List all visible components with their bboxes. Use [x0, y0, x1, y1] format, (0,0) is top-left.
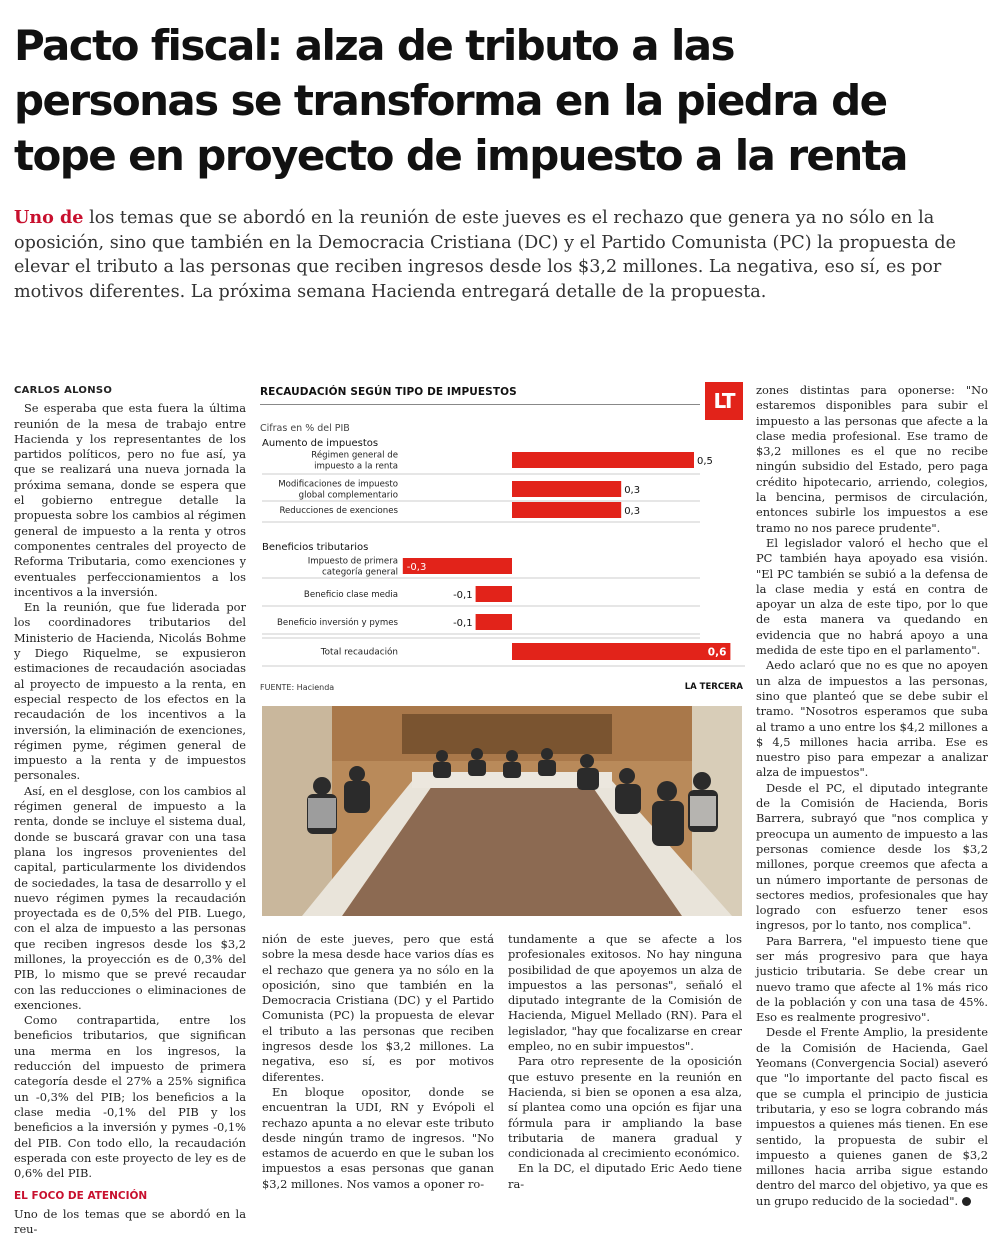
chart-plot — [260, 380, 745, 680]
lead-kicker: Uno de — [14, 207, 84, 228]
chart-category-label: Beneficio clase media — [303, 590, 398, 600]
article-column-3 — [508, 932, 742, 1192]
chart-bar — [476, 586, 512, 602]
col1-paragraph-4: Como contrapartida, entre los beneficios tributarios, que significan una merma en los ingresos, la reducción del impuesto de primera categoría desde el 27% a 25% significa un -0,3% del PIB; los beneficios a la clase media -0,1% del PIB y los beneficios a la inversión y pymes -0,1% del PIB. Con todo ello, la recaudación esperada con este proyecto de ley es de 0,6% del PIB. — [14, 1013, 246, 1181]
col1-paragraph-2: En la reunión, que fue liderada por los coordinadores tributarios del Ministerio de Hacienda, Nicolás Bohme y Diego Riquelme, se expusieron estimaciones de recaudación asociadas al proyecto de impuesto a la renta, en especial respecto de los efectos en la recaudación de los incentivos a la inversión, la eliminación de exenciones, régimen pyme, régimen general de impuesto a la renta y de impuestos personales. — [14, 600, 246, 783]
chart-brand: LA TERCERA — [684, 682, 743, 692]
chart-category-label: impuesto a la renta — [314, 461, 398, 472]
col4-paragraph-5: Para Barrera, "el impuesto tiene que ser más progresivo para que haya justicio tributaria. Se debe crear un nuevo tramo que afecte al 1% más rico de la población y con una tasa de 45%. Eso es realmente progresivo". — [756, 933, 988, 1025]
revenue-chart — [260, 380, 745, 700]
chart-data-label: -0,3 — [406, 562, 427, 573]
chart-category-label: Reducciones de exenciones — [279, 506, 398, 516]
chart-source: FUENTE: Hacienda — [260, 683, 335, 692]
chart-category-label: Modificaciones de impuesto — [278, 479, 398, 490]
chart-data-label: 0,3 — [624, 485, 641, 496]
chart-subtitle: Cifras en % del PIB — [260, 423, 350, 434]
col4-paragraph-6 — [756, 1025, 988, 1209]
chart-data-label: -0,1 — [453, 590, 473, 601]
chart-bar — [512, 452, 694, 468]
chart-data-label: 0,3 — [624, 506, 641, 517]
col2-paragraph-1: nión de este jueves, pero que está sobre la mesa desde hace varios días es el rechazo que genera ya no sólo en la oposición, sino que también en la Democracia Cristiana (DC) y el Partido Comunista (PC) la propuesta de elevar el tributo a las personas que reciben ingresos desde los $3,2 millones. La negativa, eso sí, es por motivos diferentes. — [262, 932, 494, 1084]
col3-paragraph-1: tundamente a que se afecte a los profesionales exitosos. No hay ninguna posibilidad de que apoyemos un alza de impuestos a las personas", señaló el diputado integrante de la Comisión de Hacienda, Miguel Mellado (RN). Para el legislador, "hay que focalizarse en crear empleo, no en subir impuestos". — [508, 932, 742, 1054]
meeting-photo — [262, 706, 742, 916]
la-tercera-logo: LT — [705, 382, 743, 420]
headline-line-3: tope en proyecto de impuesto a la renta — [14, 131, 907, 180]
chart-bar — [512, 481, 621, 497]
end-of-article-mark: P — [962, 1197, 971, 1206]
chart-category-label: categoría general — [322, 567, 398, 578]
chart-category-label: Régimen general de — [311, 450, 398, 461]
chart-category-label: Impuesto de primera — [307, 556, 398, 567]
col4-paragraph-2: El legislador valoró el hecho que el PC también haya apoyado esa visión. "El PC también se subió a la defensa de la clase media y está en contra de apoyar un alza de este tipo, por lo que de esta manera va quedando en evidencia que no habrá apoyo a una medida de este tipo en el parlamento". — [756, 535, 988, 658]
article-column-1 — [14, 383, 246, 1237]
chart-title: RECAUDACIÓN SEGÚN TIPO DE IMPUESTOS — [260, 386, 517, 398]
chart-total-label: Total recaudación — [320, 647, 398, 658]
chart-total-bar — [512, 643, 730, 660]
chart-category-label: global complementario — [298, 490, 398, 501]
headline-line-1: Pacto fiscal: alza de tributo a las — [14, 21, 734, 70]
chart-total-value: 0,6 — [707, 646, 727, 659]
col1-paragraph-3: Así, en el desglose, con los cambios al régimen general de impuesto a la renta, donde se incluye el sistema dual, donde se buscará gravar con una tasa plana los ingresos provenientes del capital, particularmente los dividendos de sociedades, la tasa de desarrollo y el nuevo régimen pymes la recaudación proyectada es de 0,5% del PIB. Luego, con el alza de impuesto a las personas que reciben ingresos desde los $3,2 millones, la proyección es de 0,3% del PIB, lo mismo que se prevé recaudar con las reducciones o eliminaciones de exenciones. — [14, 783, 246, 1012]
headline — [14, 18, 989, 183]
col3-paragraph-3: En la DC, el diputado Eric Aedo tiene ra- — [508, 1161, 742, 1191]
col2-paragraph-2: En bloque opositor, donde se encuentran la UDI, RN y Evópoli el rechazo apunta a no elevar este tributo desde ningún tramo de ingresos. "No estamos de acuerdo en que le suban los impuestos a esas personas que ganan $3,2 millones. Nos vamos a oponer ro- — [262, 1084, 494, 1191]
lead-paragraph — [14, 206, 986, 304]
lead-text: los temas que se abordó en la reunión de este jueves es el rechazo que genera ya no sólo en la oposición, sino que también en la Democracia Cristiana (DC) y el Partido Comunista (PC) la propuesta de elevar el tributo a las personas que reciben ingresos desde los $3,2 millones. La negativa, eso sí, es por motivos diferentes. La próxima semana Hacienda entregará detalle de la propuesta. — [14, 208, 957, 302]
chart-data-label: 0,5 — [697, 456, 713, 467]
col4-paragraph-3: Aedo aclaró que no es que no apoyen un alza de impuestos a las personas, sino que planteó que se debe subir el tramo. "Nosotros esperamos que suba al tramo a uno entre los $4,2 millones a $ 4,5 millones hacia arriba. Ese es nuestro piso para empezar a analizar alza de impuestos". — [756, 658, 988, 780]
chart-data-label: -0,1 — [453, 618, 473, 629]
chart-bar — [476, 614, 512, 630]
chart-category-label: Beneficio inversión y pymes — [277, 618, 398, 628]
chart-group-label: Aumento de impuestos — [262, 438, 379, 449]
meeting-photo-image — [262, 706, 742, 916]
col4-paragraph-6-text: Desde el Frente Amplio, la presidente de la Comisión de Hacienda, Gael Yeomans (Convergencia Social) aseveró que "lo importante del pacto fiscal es que se cumpla el principio de justicia tributaria, y eso se logra cobrando más impuestos a quienes más tienen. En ese sentido, la propuesta de subir el impuesto a quienes ganen de $3,2 millones hacia arriba sigue estando dentro del marco del objetivo, ya que es un grupo reducido de la sociedad". — [756, 1025, 988, 1208]
col3-paragraph-2: Para otro represente de la oposición que estuvo presente en la reunión en Hacienda, si bien se oponen a esa alza, sí plantea como una opción es fijar una fórmula para ir ampliando la base tributaria de manera gradual y condicionada al crecimiento económico. — [508, 1054, 742, 1161]
chart-group-label: Beneficios tributarios — [262, 542, 369, 553]
article-column-4 — [756, 383, 988, 1209]
headline-line-2: personas se transforma en la piedra de — [14, 76, 887, 125]
col1-paragraph-5: Uno de los temas que se abordó en la reu- — [14, 1206, 246, 1237]
article-column-2 — [262, 932, 494, 1192]
section-subhead: EL FOCO DE ATENCIÓN — [14, 1190, 148, 1203]
col1-paragraph-1: Se esperaba que esta fuera la última reunión de la mesa de trabajo entre Hacienda y los representantes de los partidos políticos, pero no fue así, ya que se realizará una nueva jornada la próxima semana, donde se espera que el gobierno entregue detalle la propuesta sobre los cambios al régimen general de impuesto a la renta y otros componentes centrales del proyecto de Reforma Tributaria, como exenciones y eventuales perfeccionamientos a los incentivos a la inversión. — [14, 401, 246, 599]
col4-paragraph-1: zones distintas para oponerse: "No estaremos disponibles para subir el impuesto a las personas que afecte a la clase media profesional. Ese tramo de $3,2 millones es el que no recibe ningún subsidio del Estado, pero paga crédito hipotecario, arriendo, colegios, la bencina, permisos de circulación, entonces subirle los impuestos a ese tramo no nos parece prudente". — [756, 383, 988, 535]
col4-paragraph-4: Desde el PC, el diputado integrante de la Comisión de Hacienda, Boris Barrera, subrayó que "nos complica y preocupa un aumento de impuesto a las personas comience desde los $3,2 millones, porque creemos que afecta a un número importante de personas de sectores medios, profesionales que hay logrado con esfuerzo tener esos ingresos, por lo tanto, nos complica". — [756, 780, 988, 933]
byline: CARLOS ALONSO — [14, 385, 113, 396]
chart-bar — [512, 502, 621, 518]
